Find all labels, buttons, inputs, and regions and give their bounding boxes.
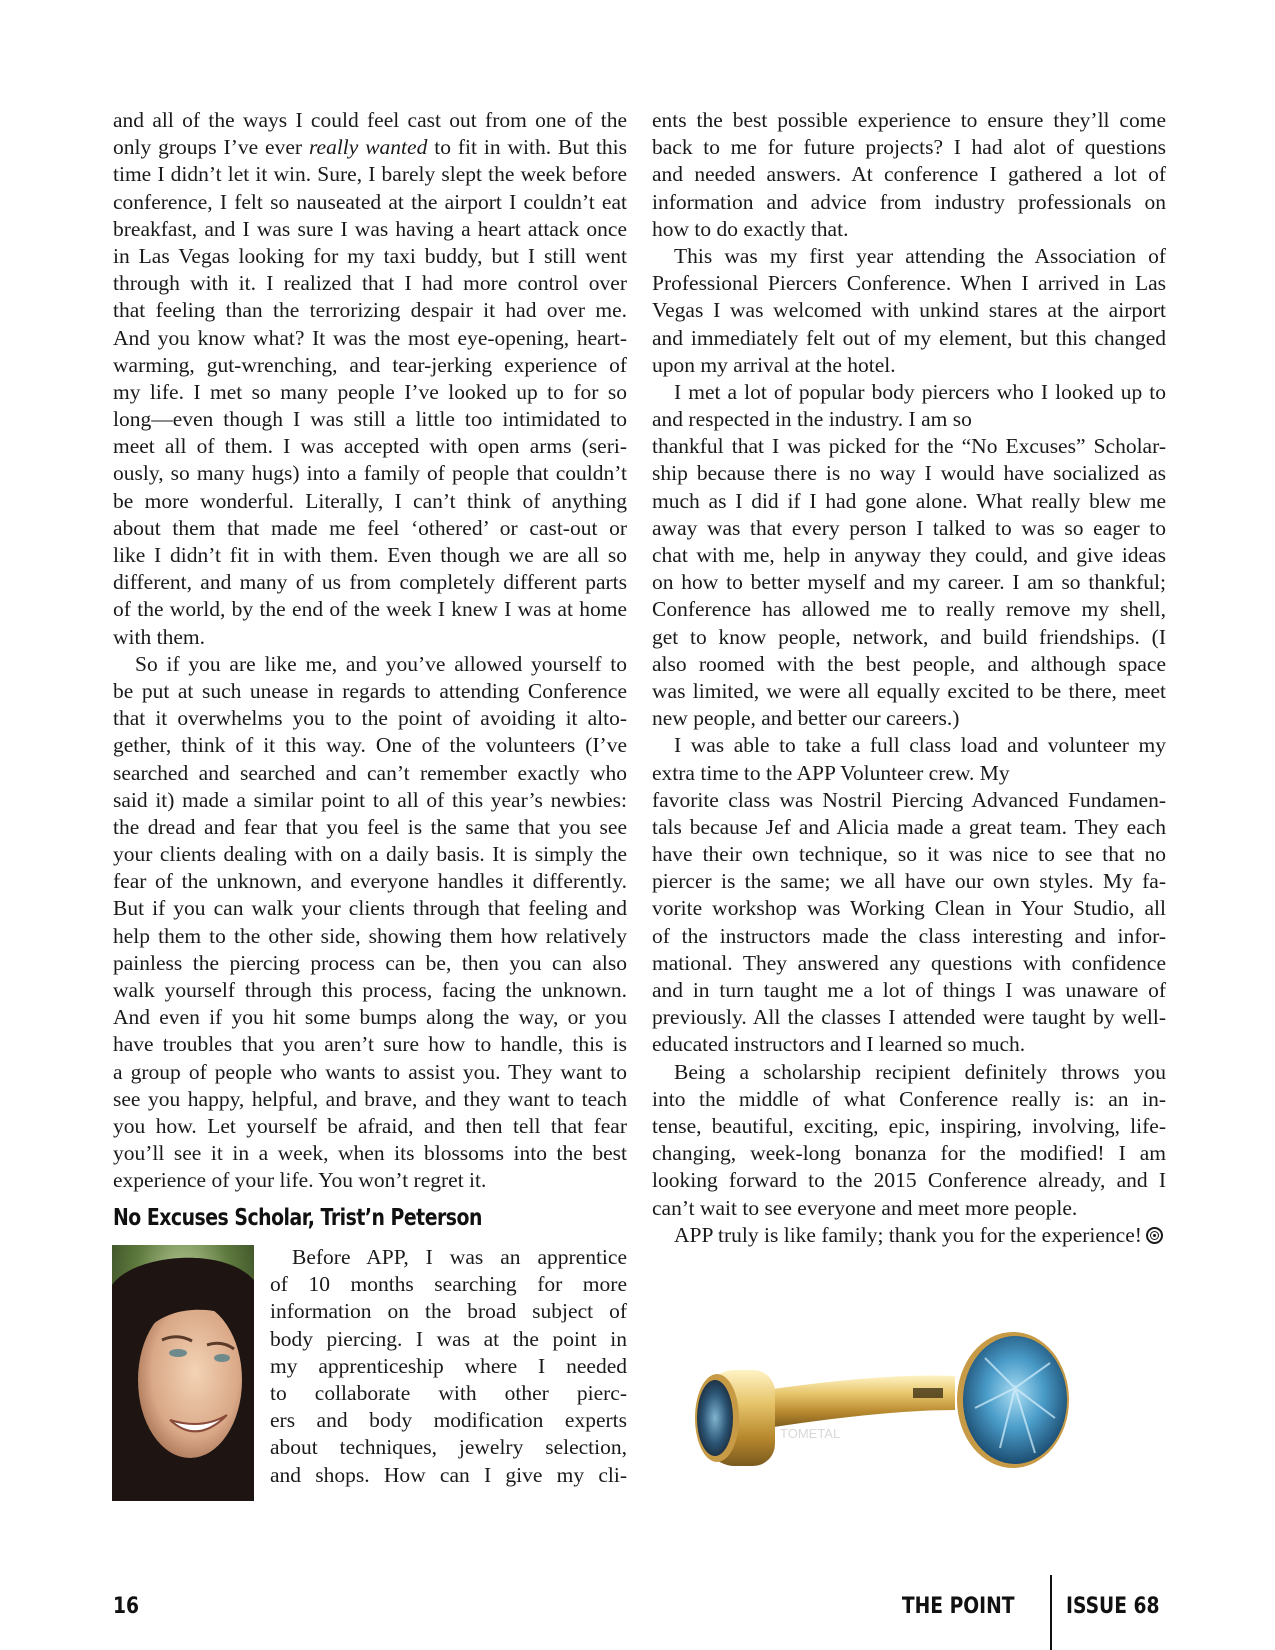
text-line xyxy=(652,488,1166,515)
line-text: your clients dealing with on a daily basis. It is simply the xyxy=(113,842,627,867)
line-text: And even if you hit some bumps along the way, or you xyxy=(113,1005,627,1030)
line-text: be put at such unease in regards to attending Conference xyxy=(113,678,627,703)
text-line xyxy=(113,1004,627,1031)
text-line xyxy=(113,1031,627,1058)
text-line xyxy=(113,1140,627,1167)
text-line xyxy=(652,1167,1166,1194)
line-text: thankful that I was picked for the “No Excuses” Scholar- xyxy=(652,434,1166,459)
line-text: like I didn’t fit in with them. Even though we are all so xyxy=(113,543,627,567)
line-text: back to me for future projects? I had alot of questions xyxy=(652,135,1166,160)
watermark-text: TOMETAL xyxy=(780,1426,841,1441)
text-line xyxy=(652,189,1166,216)
line-text: and all of the ways I could feel cast out from one of the xyxy=(113,108,627,132)
line-text: on how to better myself and my career. I am so thankful; xyxy=(652,570,1166,595)
text-line xyxy=(652,161,1166,188)
text-line xyxy=(113,651,627,678)
curved-barbell-icon xyxy=(655,1318,1175,1488)
text-line xyxy=(652,1004,1166,1031)
line-text: long—even though I was still a little too intimidated to xyxy=(113,407,627,432)
magazine-title: THE POINT xyxy=(902,1594,1015,1619)
line-text: I met a lot of popular body piercers who I looked up to xyxy=(674,379,1166,404)
line-text: educated instructors and I learned so much. xyxy=(652,1032,1026,1057)
portrait-photo xyxy=(112,1245,254,1501)
line-text: painless the piercing process can be, then you can also xyxy=(113,950,627,975)
line-text: about techniques, jewelry selection, xyxy=(270,1435,627,1460)
line-text: Being a scholarship recipient definitely throws you xyxy=(674,1059,1166,1084)
text-line xyxy=(652,297,1166,324)
text-line xyxy=(113,189,627,216)
text-segment: to fit in with. But this xyxy=(427,135,628,160)
text-line xyxy=(113,488,627,515)
line-text: in Las Vegas looking for my taxi buddy, but I still went xyxy=(113,243,627,268)
text-line xyxy=(270,1298,627,1325)
line-text: time I didn’t let it win. Sure, I barely slept the week before xyxy=(113,162,627,187)
line-text: ously, so many hugs) into a family of people that couldn’t xyxy=(113,461,627,486)
text-line xyxy=(113,406,627,433)
line-text: into the middle of what Conference really is: an in- xyxy=(652,1086,1166,1111)
line-text: experience of your life. You won’t regret it. xyxy=(113,1168,487,1193)
text-line xyxy=(652,868,1166,895)
text-line xyxy=(652,515,1166,542)
text-line xyxy=(113,379,627,406)
line-text: information on the broad subject of xyxy=(270,1299,627,1324)
text-line xyxy=(652,841,1166,868)
text-line xyxy=(652,134,1166,161)
line-text: favorite class was Nostril Piercing Advanced Fundamen- xyxy=(652,787,1166,812)
line-text: Vegas I was welcomed with unkind stares at the airport xyxy=(652,298,1166,323)
line-text: have troubles that you aren’t sure how to handle, this is xyxy=(113,1032,627,1057)
text-line xyxy=(270,1462,627,1489)
text-line xyxy=(652,569,1166,596)
line-text: and needed answers. At conference I gathered a lot of xyxy=(652,162,1166,187)
text-line xyxy=(113,841,627,868)
line-text: breakfast, and I was sure I was having a heart attack once xyxy=(113,216,627,241)
text-line xyxy=(652,107,1166,134)
text-line xyxy=(113,1059,627,1086)
text-line xyxy=(652,651,1166,678)
text-line xyxy=(652,1195,1166,1222)
line-text: you’ll see it in a week, when its blossoms into the best xyxy=(113,1141,627,1166)
text-line xyxy=(652,1113,1166,1140)
line-text: looking forward to the 2015 Conference already, and I xyxy=(652,1168,1166,1193)
text-line xyxy=(113,107,627,134)
text-line xyxy=(652,379,1166,406)
text-line xyxy=(113,1167,627,1194)
text-line xyxy=(113,1113,627,1140)
text-line xyxy=(652,460,1166,487)
text-line xyxy=(652,923,1166,950)
line-text: previously. All the classes I attended were taught by well- xyxy=(652,1005,1166,1030)
footer-divider xyxy=(1050,1575,1052,1650)
text-line xyxy=(113,923,627,950)
text-line xyxy=(270,1434,627,1461)
text-line xyxy=(652,760,1166,787)
page-number: 16 xyxy=(113,1594,140,1619)
line-text: I was able to take a full class load and volunteer my xyxy=(674,733,1166,758)
line-text: ers and body modification experts xyxy=(270,1408,627,1433)
line-text: piercer is the same; we all have our own styles. My fa- xyxy=(652,869,1166,894)
line-text: different, and many of us from completely different parts xyxy=(113,570,627,595)
jewelry-image xyxy=(655,1318,1175,1488)
text-line xyxy=(652,1222,1166,1249)
line-text: help them to the other side, showing them how relatively xyxy=(113,923,627,948)
text-line xyxy=(113,787,627,814)
text-line xyxy=(113,460,627,487)
article-right-column xyxy=(652,107,1166,1249)
line-text: ship because there is no way I would have socialized as xyxy=(652,461,1166,486)
text-line xyxy=(113,760,627,787)
text-line xyxy=(113,134,627,161)
line-text: meet all of them. I was accepted with open arms (seri- xyxy=(113,434,627,459)
text-line xyxy=(113,325,627,352)
text-line xyxy=(652,1086,1166,1113)
line-text: much as I did if I had gone alone. What really blew me xyxy=(652,488,1166,513)
text-line xyxy=(652,814,1166,841)
text-line xyxy=(113,624,627,651)
line-text: Before APP, I was an apprentice xyxy=(292,1245,627,1269)
text-line xyxy=(652,542,1166,569)
line-text: about them that made me feel ‘othered’ or cast-out or xyxy=(113,515,627,540)
line-text: and immediately felt out of my element, but this changed xyxy=(652,325,1166,350)
text-line xyxy=(652,270,1166,297)
text-line xyxy=(270,1353,627,1380)
text-line xyxy=(270,1407,627,1434)
text-line xyxy=(113,161,627,188)
text-line xyxy=(113,977,627,1004)
line-text: information and advice from industry professionals on xyxy=(652,189,1166,214)
issue-number: ISSUE 68 xyxy=(1066,1594,1160,1619)
line-text: said it) made a similar point to all of this year’s newbies: xyxy=(113,787,627,812)
line-text: Conference has allowed me to really remove my shell, xyxy=(652,597,1166,622)
line-text: that feeling than the terrorizing despair it had over me. xyxy=(113,298,627,323)
text-line xyxy=(652,1140,1166,1167)
text-line xyxy=(652,1031,1166,1058)
line-text: was limited, we were all equally excited to be there, meet xyxy=(652,678,1166,703)
text-line xyxy=(652,705,1166,732)
text-line xyxy=(270,1326,627,1353)
text-line xyxy=(113,678,627,705)
text-line xyxy=(652,678,1166,705)
line-text: and in turn taught me a lot of things I was unaware of xyxy=(652,978,1166,1002)
text-segment: only groups I’ve ever xyxy=(113,135,309,160)
line-text: tals because Jef and Alicia made a great team. They each xyxy=(652,814,1166,839)
line-text: you how. Let yourself be afraid, and then tell that fear xyxy=(113,1113,627,1138)
line-text: of the world, by the end of the week I knew I was at home xyxy=(113,597,627,622)
text-line xyxy=(652,895,1166,922)
line-text: of the instructors made the class interesting and infor- xyxy=(652,923,1166,948)
line-text: mational. They answered any questions with confidence xyxy=(652,950,1166,975)
text-line xyxy=(113,596,627,623)
line-text: body piercing. I was at the point in xyxy=(270,1326,627,1351)
line-text: And you know what? It was the most eye-opening, heart- xyxy=(113,325,627,350)
line-text: through with it. I realized that I had more control over xyxy=(113,271,627,296)
line-text: ents the best possible experience to ensure they’ll come xyxy=(652,108,1166,132)
line-text: This was my first year attending the Association of xyxy=(674,243,1166,268)
text-line xyxy=(113,1086,627,1113)
text-line xyxy=(113,895,627,922)
line-text: walk yourself through this process, facing the unknown. xyxy=(113,978,627,1002)
text-line xyxy=(270,1380,627,1407)
line-text: see you happy, helpful, and brave, and they want to teach xyxy=(113,1086,627,1111)
line-text: upon my arrival at the hotel. xyxy=(652,352,896,377)
line-text: also roomed with the best people, and although space xyxy=(652,651,1166,676)
line-text: be more wonderful. Literally, I can’t think of anything xyxy=(113,488,627,513)
end-of-article-icon xyxy=(1146,1227,1163,1244)
text-line xyxy=(113,950,627,977)
text-line xyxy=(113,515,627,542)
scholar-heading: No Excuses Scholar, Trist’n Peterson xyxy=(113,1205,482,1231)
text-line xyxy=(652,406,1166,433)
line-text: new people, and better our careers.) xyxy=(652,706,960,731)
line-text: how to do exactly that. xyxy=(652,216,849,241)
text-line xyxy=(113,542,627,569)
line-text: get to know people, network, and build friendships. (I xyxy=(652,624,1166,649)
line-text: away was that every person I talked to was so eager to xyxy=(652,515,1166,540)
article-left-column xyxy=(113,107,627,1195)
line-text: searched and searched and can’t remember exactly who xyxy=(113,760,627,785)
line-text: extra time to the APP Volunteer crew. My xyxy=(652,760,1010,785)
text-line xyxy=(652,624,1166,651)
text-line xyxy=(113,297,627,324)
text-line xyxy=(652,950,1166,977)
text-line xyxy=(652,243,1166,270)
text-line xyxy=(652,352,1166,379)
text-line xyxy=(113,732,627,759)
text-line xyxy=(652,596,1166,623)
line-text: and respected in the industry. I am so xyxy=(652,407,972,432)
portrait-icon xyxy=(112,1245,254,1501)
text-line xyxy=(113,433,627,460)
line-text: the dread and fear that you feel is the same that you see xyxy=(113,814,627,839)
line-text: have their own technique, so it was nice to see that no xyxy=(652,842,1166,867)
text-line xyxy=(652,977,1166,1004)
text-line xyxy=(113,352,627,379)
line-text: warming, gut-wrenching, and tear-jerking experience of xyxy=(113,352,627,377)
text-line xyxy=(652,433,1166,460)
line-text: So if you are like me, and you’ve allowed yourself to xyxy=(135,651,627,676)
text-line xyxy=(113,270,627,297)
emphasis-text: really wanted xyxy=(308,135,428,160)
text-line xyxy=(652,325,1166,352)
line-text: Professional Piercers Conference. When I arrived in Las xyxy=(652,271,1166,296)
line-text: of 10 months searching for more xyxy=(270,1272,627,1297)
text-line xyxy=(113,569,627,596)
line-text: can’t wait to see everyone and meet more people. xyxy=(652,1195,1078,1220)
scholar-intro-text xyxy=(270,1244,627,1489)
line-text: chat with me, help in anyway they could, and give ideas xyxy=(652,543,1166,567)
text-line xyxy=(270,1271,627,1298)
line-text: and shops. How can I give my cli- xyxy=(270,1462,627,1487)
line-text: that it overwhelms you to the point of avoiding it alto- xyxy=(113,706,627,731)
text-line xyxy=(113,868,627,895)
line-text: APP truly is like family; thank you for the experience! xyxy=(674,1222,1142,1247)
text-line xyxy=(652,216,1166,243)
text-line xyxy=(113,216,627,243)
line-text: changing, week-long bonanza for the modified! I am xyxy=(652,1141,1166,1166)
line-text: fear of the unknown, and everyone handles it differently. xyxy=(113,869,627,894)
text-line xyxy=(652,1059,1166,1086)
line-text: But if you can walk your clients through that feeling and xyxy=(113,896,627,921)
text-line xyxy=(652,787,1166,814)
line-text: conference, I felt so nauseated at the airport I couldn’t eat xyxy=(113,189,627,214)
line-text: my life. I met so many people I’ve looked up to for so xyxy=(113,379,627,404)
text-line xyxy=(652,732,1166,759)
line-text: a group of people who wants to assist you. They want to xyxy=(113,1059,627,1084)
line-text: with them. xyxy=(113,624,205,649)
text-line xyxy=(113,705,627,732)
line-text: vorite workshop was Working Clean in Your Studio, all xyxy=(652,896,1166,921)
text-line xyxy=(113,243,627,270)
text-line xyxy=(113,814,627,841)
line-text: tense, beautiful, exciting, epic, inspiring, involving, life- xyxy=(652,1113,1166,1138)
line-text: gether, think of it this way. One of the volunteers (I’ve xyxy=(113,733,627,758)
line-text: my apprenticeship where I needed xyxy=(270,1353,627,1378)
text-line xyxy=(270,1244,627,1271)
line-text: to collaborate with other pierc- xyxy=(270,1380,627,1405)
